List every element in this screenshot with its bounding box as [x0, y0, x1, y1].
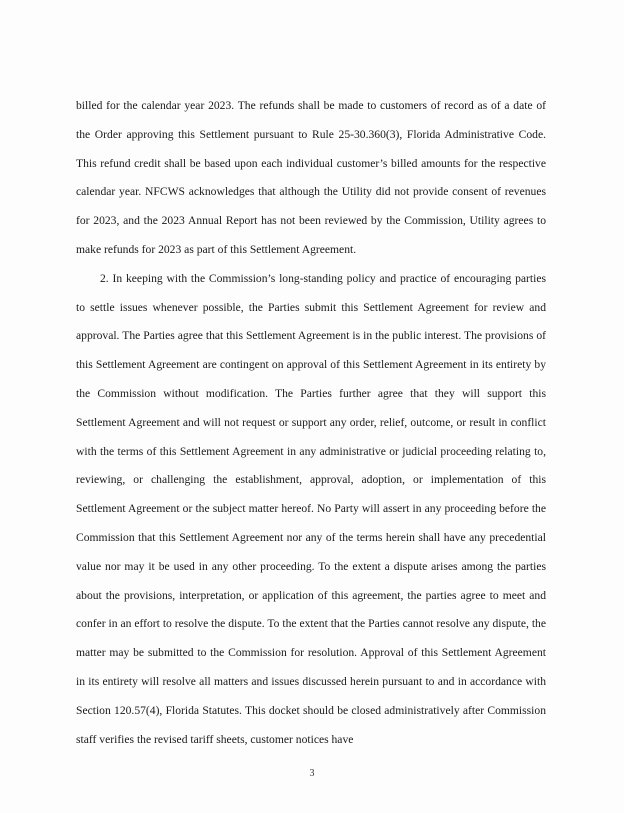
- page-number: 3: [309, 768, 315, 779]
- body-text: [76, 92, 546, 754]
- paragraph-2-settlement-approval: 2. In keeping with the Commission’s long-standing policy and practice of encouraging parties to settle issues whenever possible, the Parties submit this Settlement Agreement for review and approval. The Parties agree that this Settlement Agreement is in the public interest. The provisions of this Settlement Agreement are contingent on approval of this Settlement Agreement in its entirety by the Commission without modification. The Parties further agree that they will support this Settlement Agreement and will not request or support any order, relief, outcome, or result in conflict with the terms of this Settlement Agreement in any administrative or judicial proceeding relating to, reviewing, or challenging the establishment, approval, adoption, or implementation of this Settlement Agreement or the subject matter hereof. No Party will assert in any proceeding before the Commission that this Settlement Agreement nor any of the terms herein shall have any precedential value nor may it be used in any other proceeding. To the extent a dispute arises among the parties about the provisions, interpretation, or application of this agreement, the parties agree to meet and confer in an effort to resolve the dispute. To the extent that the Parties cannot resolve any dispute, the matter may be submitted to the Commission for resolution. Approval of this Settlement Agreement in its entirety will resolve all matters and issues discussed herein pursuant to and in accordance with Section 120.57(4), Florida Statutes. This docket should be closed administratively after Commission staff verifies the revised tariff sheets, customer notices have: [76, 271, 546, 746]
- paragraph-refunds-continuation: billed for the calendar year 2023. The refunds shall be made to customers of record as of a date of the Order approving this Settlement pursuant to Rule 25-30.360(3), Florida Administrative Code. This refund credit shall be based upon each individual customer’s billed amounts for the respective calendar year. NFCWS acknowledges that although the Utility did not provide consent of revenues for 2023, and the 2023 Annual Report has not been reviewed by the Commission, Utility agrees to make refunds for 2023 as part of this Settlement Agreement.: [76, 99, 546, 256]
